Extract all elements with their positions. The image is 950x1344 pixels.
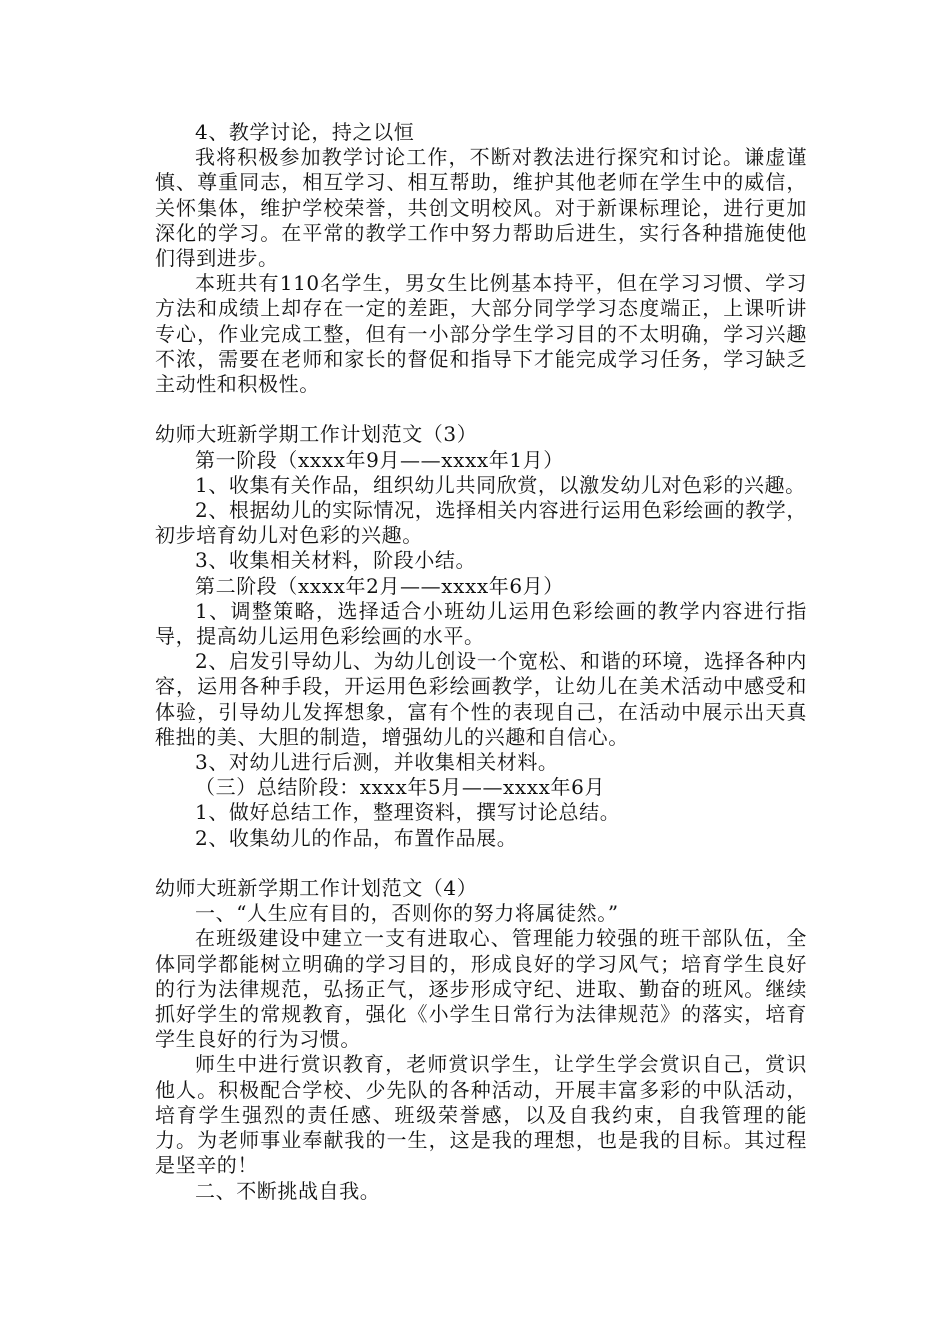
article-title: 幼师大班新学期工作计划范文（4）: [155, 876, 478, 901]
article-title: 幼师大班新学期工作计划范文（3）: [155, 422, 478, 447]
list-item: 1、调整策略，选择适合小班幼儿运用色彩绘画的教学内容进行指导，提高幼儿运用色彩绘画的水平。: [155, 598, 807, 649]
list-item: 3、对幼儿进行后测，并收集相关材料。: [195, 750, 559, 775]
list-item: 2、根据幼儿的实际情况，选择相关内容进行运用色彩绘画的教学，初步培育幼儿对色彩的兴趣。: [155, 498, 807, 548]
paragraph: 师生中进行赏识教育，老师赏识学生，让学生学会赏识自己，赏识他人。积极配合学校、少先队的各种活动，开展丰富多彩的中队活动，培育学生强烈的责任感、班级荣誉感，以及自我约束，自我管理的能力。为老师事业奉献我的一生，这是我的理想，也是我的目标。其过程是坚辛的！: [155, 1052, 807, 1178]
list-item: 2、收集幼儿的作品，布置作品展。: [195, 825, 518, 850]
document-body: [155, 120, 807, 1204]
section-heading: 4、教学讨论，持之以恒: [195, 120, 415, 144]
phase-heading: （三）总结阶段：xxxx年5月——xxxx年6月: [195, 775, 606, 800]
blank-line: [155, 397, 807, 422]
paragraph: 本班共有110名学生，男女生比例基本持平，但在学习习惯、学习方法和成绩上却存在一定的差距，大部分同学学习态度端正，上课听讲专心，作业完成工整，但有一小部分学生学习目的不太明确，学习兴趣不浓，需要在老师和家长的督促和指导下才能完成学习任务，学习缺乏主动性和积极性。: [155, 271, 807, 397]
section-heading: 一、“人生应有目的，否则你的努力将属徒然。”: [195, 901, 619, 926]
blank-line: [155, 851, 807, 876]
section-heading: 二、不断挑战自我。: [195, 1178, 381, 1203]
list-item: 1、收集有关作品，组织幼儿共同欣赏，以激发幼儿对色彩的兴趣。: [195, 472, 806, 497]
list-item: 1、做好总结工作，整理资料，撰写讨论总结。: [195, 800, 621, 825]
list-item: 3、收集相关材料，阶段小结。: [195, 548, 477, 573]
paragraph: 我将积极参加教学讨论工作，不断对教法进行探究和讨论。谦虚谨慎、尊重同志，相互学习、相互帮助，维护其他老师在学生中的威信，关怀集体，维护学校荣誉，共创文明校风。对于新课标理论，进行更加深化的学习。在平常的教学工作中努力帮助后进生，实行各种措施使他们得到进步。: [155, 145, 807, 271]
phase-heading: 第二阶段（xxxx年2月——xxxx年6月）: [195, 573, 564, 598]
paragraph: 在班级建设中建立一支有进取心、管理能力较强的班干部队伍，全体同学都能树立明确的学习目的，形成良好的学习风气；培育学生良好的行为法律规范，弘扬正气，逐步形成守纪、进取、勤奋的班风。继续抓好学生的常规教育，强化《小学生日常行为法律规范》的落实，培育学生良好的行为习惯。: [155, 926, 807, 1052]
list-item: 2、启发引导幼儿、为幼儿创设一个宽松、和谐的环境，选择各种内容，运用各种手段，开运用色彩绘画教学，让幼儿在美术活动中感受和体验，引导幼儿发挥想象，富有个性的表现自己，在活动中展示出天真稚拙的美、大胆的制造，增强幼儿的兴趣和自信心。: [155, 649, 807, 749]
phase-heading: 第一阶段（xxxx年9月——xxxx年1月）: [195, 447, 564, 472]
